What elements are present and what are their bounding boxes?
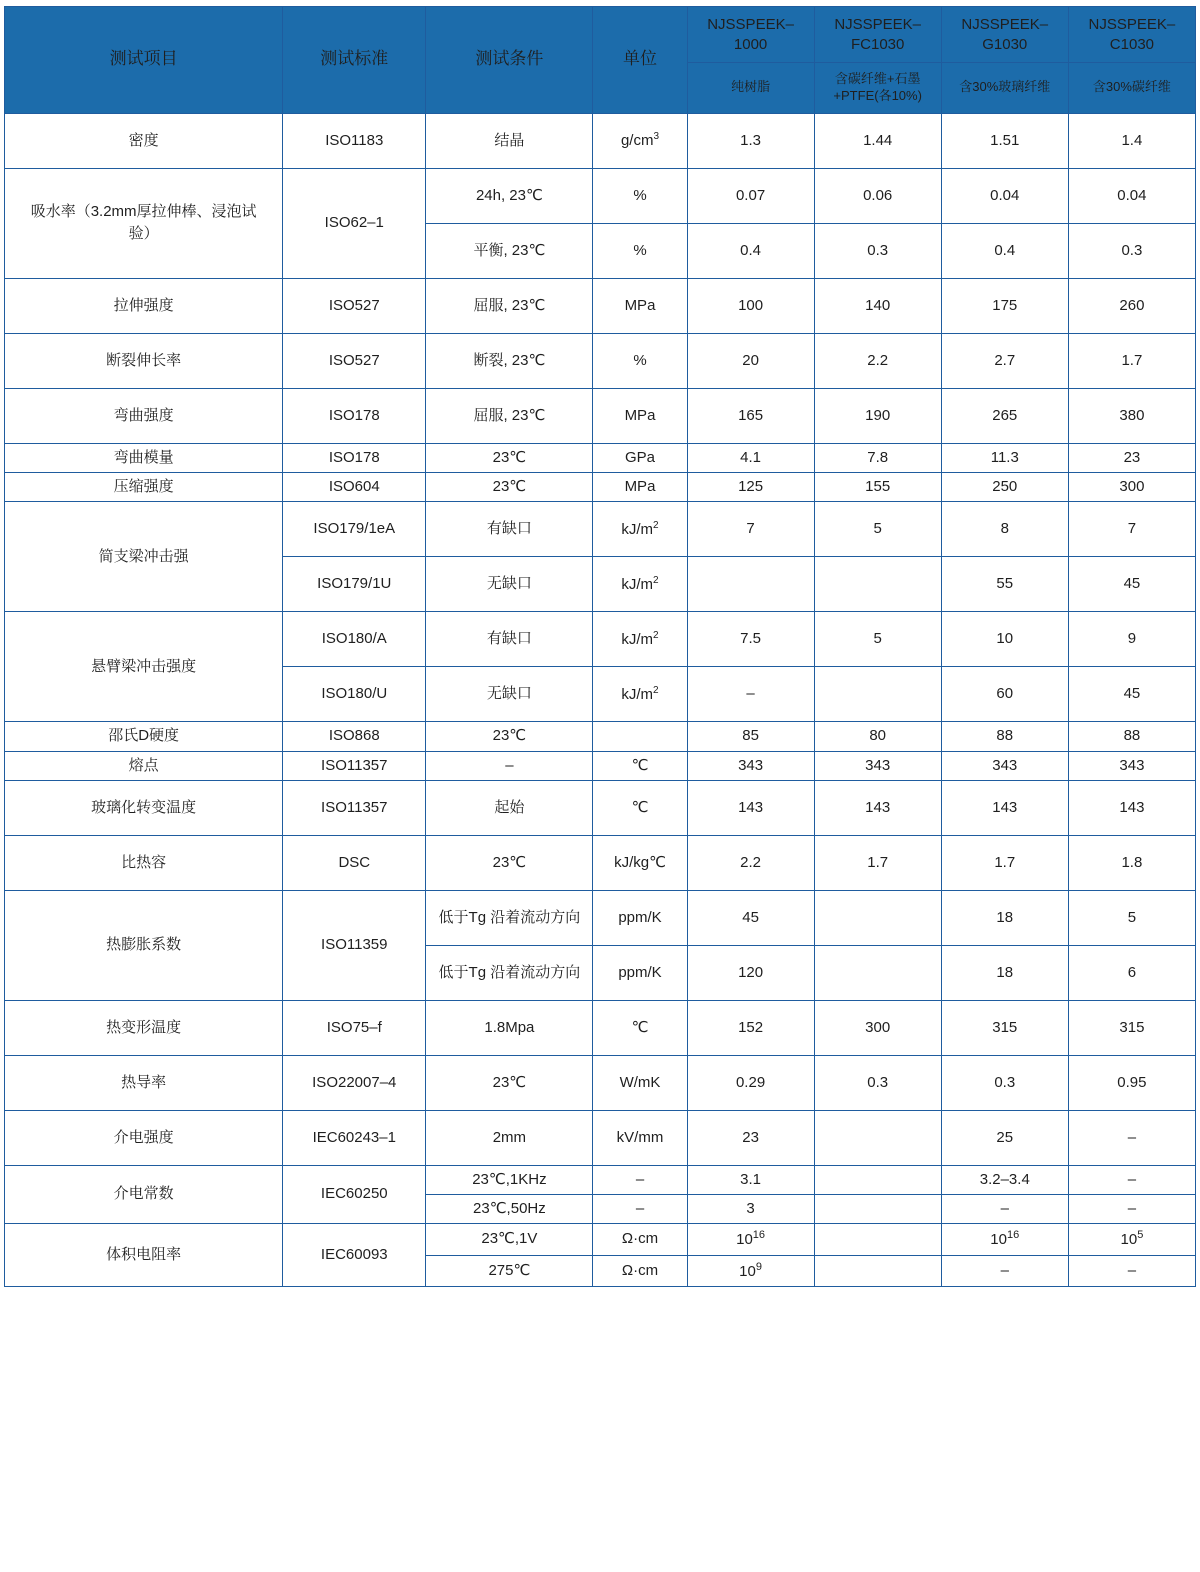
row-unit: %	[593, 223, 687, 278]
value-exponent: 9	[755, 1260, 762, 1273]
row-item: 压缩强度	[5, 473, 283, 502]
unit-text: kJ/m	[621, 685, 654, 703]
row-unit: W/mK	[593, 1055, 687, 1110]
unit-sup: 2	[653, 519, 659, 531]
row-condition: 23℃,1KHz	[426, 1165, 593, 1194]
row-condition: 23℃	[426, 443, 593, 472]
row-standard: ISO178	[283, 388, 426, 443]
row-condition: 2mm	[426, 1110, 593, 1165]
row-condition: 有缺口	[426, 612, 593, 667]
row-condition: 23℃	[426, 722, 593, 751]
row-value-4: 343	[1068, 751, 1195, 780]
row-value-4: 0.04	[1068, 168, 1195, 223]
row-item: 介电常数	[5, 1165, 283, 1224]
row-value-3: 18	[941, 945, 1068, 1000]
row-standard: ISO180/U	[283, 667, 426, 722]
row-value-4: 0.95	[1068, 1055, 1195, 1110]
row-unit: kJ/kg℃	[593, 835, 687, 890]
row-condition: 无缺口	[426, 557, 593, 612]
row-value-4: 1.7	[1068, 333, 1195, 388]
row-value-4: –	[1068, 1110, 1195, 1165]
row-value-2	[814, 557, 941, 612]
row-item: 悬臂梁冲击强度	[5, 612, 283, 722]
row-value-3: 18	[941, 890, 1068, 945]
product-4-name-line1: NJSSPEEK–	[1088, 16, 1176, 33]
row-value-1: 1.3	[687, 113, 814, 168]
row-condition: 275℃	[426, 1255, 593, 1286]
row-value-2: 5	[814, 612, 941, 667]
value-exponent: 5	[1137, 1229, 1144, 1242]
row-value-4: –	[1068, 1255, 1195, 1286]
row-value-2: 1.7	[814, 835, 941, 890]
row-value-1	[687, 1224, 814, 1255]
row-value-4: 300	[1068, 473, 1195, 502]
row-unit: –	[593, 1195, 687, 1224]
table-row	[5, 443, 1196, 472]
row-value-4: 23	[1068, 443, 1195, 472]
row-value-2	[814, 890, 941, 945]
row-condition: 结晶	[426, 113, 593, 168]
table-row	[5, 1165, 1196, 1194]
row-value-3: 8	[941, 502, 1068, 557]
row-value-4: 9	[1068, 612, 1195, 667]
row-unit: Ω·cm	[593, 1255, 687, 1286]
row-value-4: –	[1068, 1165, 1195, 1194]
row-condition: 低于Tg 沿着流动方向	[426, 890, 593, 945]
row-value-1: 2.2	[687, 835, 814, 890]
row-value-3: 10	[941, 612, 1068, 667]
row-value-1: 343	[687, 751, 814, 780]
row-condition: 23℃	[426, 835, 593, 890]
row-value-1: 0.4	[687, 223, 814, 278]
row-value-1: 20	[687, 333, 814, 388]
row-value-3: 343	[941, 751, 1068, 780]
row-standard: ISO11357	[283, 751, 426, 780]
row-unit: ppm/K	[593, 945, 687, 1000]
row-unit	[593, 667, 687, 722]
row-value-1	[687, 1255, 814, 1286]
unit-sup: 2	[653, 629, 659, 641]
row-item: 热膨胀系数	[5, 890, 283, 1000]
table-row	[5, 388, 1196, 443]
unit-sup: 3	[653, 131, 660, 143]
row-condition: 1.8Mpa	[426, 1000, 593, 1055]
row-unit: ℃	[593, 780, 687, 835]
row-value-2: 2.2	[814, 333, 941, 388]
row-item: 熔点	[5, 751, 283, 780]
row-item: 体积电阻率	[5, 1224, 283, 1287]
row-value-2: 1.44	[814, 113, 941, 168]
row-value-3: 1.51	[941, 113, 1068, 168]
product-2-name-line1: NJSSPEEK–	[834, 16, 922, 33]
row-value-1	[687, 557, 814, 612]
row-condition: 23℃	[426, 473, 593, 502]
row-item: 弯曲模量	[5, 443, 283, 472]
row-condition: 起始	[426, 780, 593, 835]
row-value-1: 100	[687, 278, 814, 333]
row-value-4: 143	[1068, 780, 1195, 835]
row-value-1: 3.1	[687, 1165, 814, 1194]
row-value-1: 143	[687, 780, 814, 835]
row-value-2: 0.06	[814, 168, 941, 223]
row-value-1: 125	[687, 473, 814, 502]
table-header	[5, 7, 1196, 114]
product-4-name-line2: C1030	[1109, 35, 1154, 53]
row-value-3: 11.3	[941, 443, 1068, 472]
row-value-4: 7	[1068, 502, 1195, 557]
product-3-name-line1: NJSSPEEK–	[961, 16, 1049, 33]
row-value-4: 315	[1068, 1000, 1195, 1055]
header-product-3-name	[941, 7, 1068, 63]
row-value-2: 80	[814, 722, 941, 751]
row-item: 断裂伸长率	[5, 333, 283, 388]
row-value-1: 45	[687, 890, 814, 945]
row-value-4: 0.3	[1068, 223, 1195, 278]
row-condition: 23℃	[426, 1055, 593, 1110]
unit-text: g/cm	[620, 132, 654, 150]
row-value-3: 143	[941, 780, 1068, 835]
row-unit: %	[593, 168, 687, 223]
row-value-3: 1.7	[941, 835, 1068, 890]
row-unit	[593, 502, 687, 557]
header-row-1	[5, 7, 1196, 63]
row-item: 拉伸强度	[5, 278, 283, 333]
row-condition: 无缺口	[426, 667, 593, 722]
row-unit	[593, 113, 687, 168]
table-row	[5, 1055, 1196, 1110]
table-row	[5, 612, 1196, 667]
header-product-2-desc: 含碳纤维+石墨+PTFE(各10%)	[814, 63, 941, 114]
row-standard: ISO179/1eA	[283, 502, 426, 557]
row-item: 简支梁冲击强	[5, 502, 283, 612]
row-unit: %	[593, 333, 687, 388]
row-unit: –	[593, 1165, 687, 1194]
row-standard: ISO604	[283, 473, 426, 502]
row-item: 比热容	[5, 835, 283, 890]
product-2-name-line2: FC1030	[850, 35, 905, 53]
row-condition: –	[426, 751, 593, 780]
row-value-3: 250	[941, 473, 1068, 502]
table-row	[5, 168, 1196, 223]
material-properties-table	[4, 6, 1196, 1287]
row-value-3: 3.2–3.4	[941, 1165, 1068, 1194]
row-value-1: 85	[687, 722, 814, 751]
header-product-2-name	[814, 7, 941, 63]
table-row	[5, 333, 1196, 388]
header-condition: 测试条件	[426, 7, 593, 114]
row-standard: ISO527	[283, 278, 426, 333]
row-value-4: –	[1068, 1195, 1195, 1224]
row-value-1: 152	[687, 1000, 814, 1055]
table-row	[5, 113, 1196, 168]
product-3-name-line2: G1030	[982, 35, 1028, 53]
row-standard: ISO868	[283, 722, 426, 751]
table-body	[5, 113, 1196, 1286]
header-product-1-name	[687, 7, 814, 63]
row-unit	[593, 612, 687, 667]
row-standard: ISO178	[283, 443, 426, 472]
unit-text: kJ/m	[621, 630, 654, 648]
row-value-1: 0.29	[687, 1055, 814, 1110]
row-item: 热导率	[5, 1055, 283, 1110]
row-standard: ISO75–f	[283, 1000, 426, 1055]
row-value-1: 7	[687, 502, 814, 557]
table-row	[5, 780, 1196, 835]
row-condition: 23℃,1V	[426, 1224, 593, 1255]
row-value-3: 265	[941, 388, 1068, 443]
row-condition: 平衡, 23℃	[426, 223, 593, 278]
header-product-1-desc: 纯树脂	[687, 63, 814, 114]
row-value-3: 175	[941, 278, 1068, 333]
row-value-2: 0.3	[814, 223, 941, 278]
row-standard: ISO179/1U	[283, 557, 426, 612]
row-unit	[593, 722, 687, 751]
row-value-2: 7.8	[814, 443, 941, 472]
row-standard: ISO11357	[283, 780, 426, 835]
row-standard: IEC60093	[283, 1224, 426, 1287]
header-product-4-desc: 含30%碳纤维	[1068, 63, 1195, 114]
row-value-1: 3	[687, 1195, 814, 1224]
row-value-4: 6	[1068, 945, 1195, 1000]
value-exponent: 16	[752, 1229, 766, 1242]
row-value-2: 155	[814, 473, 941, 502]
row-value-3: –	[941, 1195, 1068, 1224]
row-value-2	[814, 1224, 941, 1255]
row-value-1: –	[687, 667, 814, 722]
row-item: 热变形温度	[5, 1000, 283, 1055]
row-value-3: 315	[941, 1000, 1068, 1055]
row-value-2: 140	[814, 278, 941, 333]
row-value-2: 343	[814, 751, 941, 780]
header-product-3-desc: 含30%玻璃纤维	[941, 63, 1068, 114]
table-row	[5, 1000, 1196, 1055]
row-standard: ISO1183	[283, 113, 426, 168]
row-standard: DSC	[283, 835, 426, 890]
row-value-4: 45	[1068, 557, 1195, 612]
row-condition: 低于Tg 沿着流动方向	[426, 945, 593, 1000]
row-unit: MPa	[593, 473, 687, 502]
row-condition: 24h, 23℃	[426, 168, 593, 223]
row-unit: MPa	[593, 388, 687, 443]
row-item: 吸水率（3.2mm厚拉伸棒、浸泡试验）	[5, 168, 283, 278]
row-value-3	[941, 1224, 1068, 1255]
row-value-4: 45	[1068, 667, 1195, 722]
row-value-2	[814, 667, 941, 722]
row-unit: MPa	[593, 278, 687, 333]
row-condition: 屈服, 23℃	[426, 388, 593, 443]
row-value-1: 7.5	[687, 612, 814, 667]
row-condition: 有缺口	[426, 502, 593, 557]
row-value-4: 1.8	[1068, 835, 1195, 890]
row-value-2	[814, 1165, 941, 1194]
table-row	[5, 722, 1196, 751]
row-value-1: 4.1	[687, 443, 814, 472]
value-base: 10	[736, 1231, 753, 1249]
row-value-1: 165	[687, 388, 814, 443]
row-value-4: 5	[1068, 890, 1195, 945]
product-1-name-line2: 1000	[733, 35, 768, 53]
table-row	[5, 502, 1196, 557]
row-value-1: 0.07	[687, 168, 814, 223]
row-value-3: 88	[941, 722, 1068, 751]
row-value-4: 88	[1068, 722, 1195, 751]
row-value-2	[814, 1110, 941, 1165]
header-item: 测试项目	[5, 7, 283, 114]
row-value-3: 60	[941, 667, 1068, 722]
row-standard: ISO11359	[283, 890, 426, 1000]
product-1-name-line1: NJSSPEEK–	[707, 16, 794, 33]
row-unit: Ω·cm	[593, 1224, 687, 1255]
row-unit: ppm/K	[593, 890, 687, 945]
row-value-3: 25	[941, 1110, 1068, 1165]
row-value-1: 23	[687, 1110, 814, 1165]
header-product-4-name	[1068, 7, 1195, 63]
row-value-2: 190	[814, 388, 941, 443]
table-row	[5, 1110, 1196, 1165]
row-standard: IEC60243–1	[283, 1110, 426, 1165]
row-unit: GPa	[593, 443, 687, 472]
row-value-3: 2.7	[941, 333, 1068, 388]
row-unit: kV/mm	[593, 1110, 687, 1165]
row-condition: 断裂, 23℃	[426, 333, 593, 388]
row-condition: 23℃,50Hz	[426, 1195, 593, 1224]
row-value-2	[814, 945, 941, 1000]
row-value-2	[814, 1255, 941, 1286]
table-row	[5, 890, 1196, 945]
table-row	[5, 1224, 1196, 1255]
table-row	[5, 751, 1196, 780]
row-value-4: 1.4	[1068, 113, 1195, 168]
row-value-3: 0.04	[941, 168, 1068, 223]
value-base: 10	[1120, 1231, 1138, 1249]
row-value-4: 380	[1068, 388, 1195, 443]
row-standard: ISO22007–4	[283, 1055, 426, 1110]
table-row	[5, 278, 1196, 333]
row-standard: ISO180/A	[283, 612, 426, 667]
row-unit: ℃	[593, 751, 687, 780]
row-item: 邵氏D硬度	[5, 722, 283, 751]
row-unit	[593, 557, 687, 612]
row-standard: ISO527	[283, 333, 426, 388]
row-value-2: 143	[814, 780, 941, 835]
unit-text: kJ/m	[621, 575, 654, 593]
header-standard: 测试标准	[283, 7, 426, 114]
row-value-3: 0.3	[941, 1055, 1068, 1110]
table-row	[5, 835, 1196, 890]
row-item: 弯曲强度	[5, 388, 283, 443]
table-row	[5, 473, 1196, 502]
row-value-1: 120	[687, 945, 814, 1000]
row-unit: ℃	[593, 1000, 687, 1055]
row-value-2: 300	[814, 1000, 941, 1055]
row-value-4	[1068, 1224, 1195, 1255]
row-value-3: –	[941, 1255, 1068, 1286]
row-value-2	[814, 1195, 941, 1224]
value-base: 10	[739, 1262, 756, 1280]
row-item: 介电强度	[5, 1110, 283, 1165]
row-value-2: 5	[814, 502, 941, 557]
row-standard: IEC60250	[283, 1165, 426, 1224]
value-exponent: 16	[1006, 1229, 1020, 1242]
row-item: 玻璃化转变温度	[5, 780, 283, 835]
row-value-3: 55	[941, 557, 1068, 612]
value-base: 10	[990, 1231, 1007, 1249]
row-standard: ISO62–1	[283, 168, 426, 278]
row-value-3: 0.4	[941, 223, 1068, 278]
row-item: 密度	[5, 113, 283, 168]
header-unit: 单位	[593, 7, 687, 114]
unit-sup: 2	[653, 574, 659, 586]
row-condition: 屈服, 23℃	[426, 278, 593, 333]
row-value-2: 0.3	[814, 1055, 941, 1110]
unit-sup: 2	[653, 684, 659, 696]
unit-text: kJ/m	[621, 520, 654, 538]
row-value-4: 260	[1068, 278, 1195, 333]
